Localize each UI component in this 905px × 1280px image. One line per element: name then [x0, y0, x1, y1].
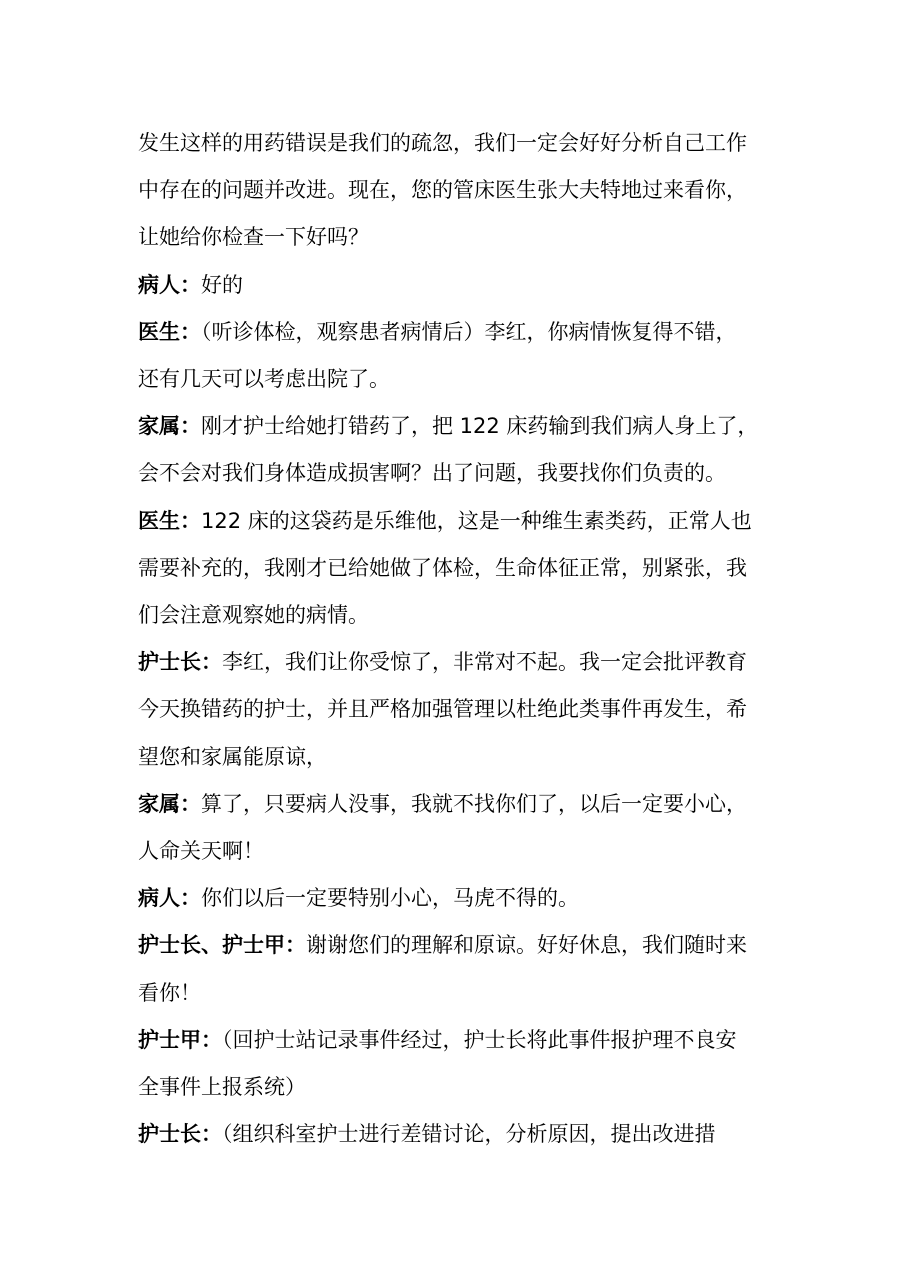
speaker-label: 护士长、护士甲： — [138, 933, 306, 958]
dialogue-paragraph — [138, 1111, 778, 1158]
dialogue-line — [138, 686, 778, 733]
line-text: 全事件上报系统） — [138, 1075, 306, 1100]
dialogue-line — [138, 1017, 778, 1064]
dialogue-line — [138, 734, 778, 781]
dialogue-line — [138, 356, 778, 403]
line-text: （回护士站记录事件经过，护士长将此事件报护理不良安 — [222, 1027, 737, 1052]
dialogue-line — [138, 309, 778, 356]
speaker-label: 医生： — [138, 508, 201, 533]
dialogue-line — [138, 639, 778, 686]
line-text: 会不会对我们身体造成损害啊？出了问题，我要找你们负责的。 — [138, 461, 726, 486]
dialogue-line — [138, 403, 778, 450]
dialogue-line — [138, 781, 778, 828]
dialogue-paragraph — [138, 309, 778, 403]
dialogue-line — [138, 498, 778, 545]
dialogue-line — [138, 922, 778, 969]
line-text: 谢谢您们的理解和原谅。好好休息，我们随时来 — [306, 933, 747, 958]
speaker-label: 病人： — [138, 886, 201, 911]
dialogue-line — [138, 120, 778, 167]
speaker-label: 病人： — [138, 272, 201, 297]
speaker-label: 护士长： — [138, 650, 222, 675]
dialogue-line — [138, 828, 778, 875]
dialogue-line — [138, 214, 778, 261]
dialogue-text — [138, 120, 778, 1158]
dialogue-line — [138, 875, 778, 922]
dialogue-line — [138, 545, 778, 592]
line-text: 让她给你检查一下好吗？ — [138, 225, 369, 250]
dialogue-paragraph — [138, 639, 778, 781]
dialogue-line — [138, 592, 778, 639]
line-text: 今天换错药的护士，并且严格加强管理以杜绝此类事件再发生，希 — [138, 697, 747, 722]
line-text: 你们以后一定要特别小心，马虎不得的。 — [201, 886, 579, 911]
dialogue-paragraph — [138, 922, 778, 1016]
dialogue-line — [138, 970, 778, 1017]
dialogue-paragraph — [138, 781, 778, 875]
line-text: 好的 — [201, 272, 243, 297]
line-text: 们会注意观察她的病情。 — [138, 603, 369, 628]
dialogue-paragraph — [138, 403, 778, 497]
line-text: （听诊体检，观察患者病情后）李红，你病情恢复得不错， — [201, 319, 737, 344]
dialogue-paragraph — [138, 875, 778, 922]
dialogue-paragraph — [138, 498, 778, 640]
line-text: 望您和家属能原谅， — [138, 744, 327, 769]
line-text: （组织科室护士进行差错讨论，分析原因，提出改进措 — [222, 1122, 716, 1147]
dialogue-paragraph — [138, 1017, 778, 1111]
dialogue-line — [138, 1064, 778, 1111]
line-text: 122 床的这袋药是乐维他，这是一种维生素类药，正常人也 — [201, 508, 752, 533]
line-text: 中存在的问题并改进。现在，您的管床医生张大夫特地过来看你， — [138, 178, 747, 203]
line-text: 还有几天可以考虑出院了。 — [138, 367, 390, 392]
line-text: 李红，我们让你受惊了，非常对不起。我一定会批评教育 — [222, 650, 747, 675]
speaker-label: 医生： — [138, 319, 201, 344]
line-text: 看你！ — [138, 980, 201, 1005]
dialogue-line — [138, 167, 778, 214]
dialogue-line — [138, 262, 778, 309]
speaker-label: 护士长： — [138, 1122, 222, 1147]
line-text: 算了，只要病人没事，我就不找你们了，以后一定要小心， — [201, 791, 747, 816]
line-text: 需要补充的，我刚才已给她做了体检，生命体征正常，别紧张，我 — [138, 555, 747, 580]
line-text: 刚才护士给她打错药了，把 122 床药输到我们病人身上了， — [201, 414, 759, 439]
speaker-label: 家属： — [138, 791, 201, 816]
dialogue-paragraph — [138, 120, 778, 262]
dialogue-line — [138, 1111, 778, 1158]
line-text: 人命关天啊！ — [138, 839, 264, 864]
dialogue-line — [138, 450, 778, 497]
line-text: 发生这样的用药错误是我们的疏忽，我们一定会好好分析自己工作 — [138, 131, 747, 155]
speaker-label: 家属： — [138, 414, 201, 439]
speaker-label: 护士甲： — [138, 1027, 222, 1052]
dialogue-paragraph — [138, 262, 778, 309]
